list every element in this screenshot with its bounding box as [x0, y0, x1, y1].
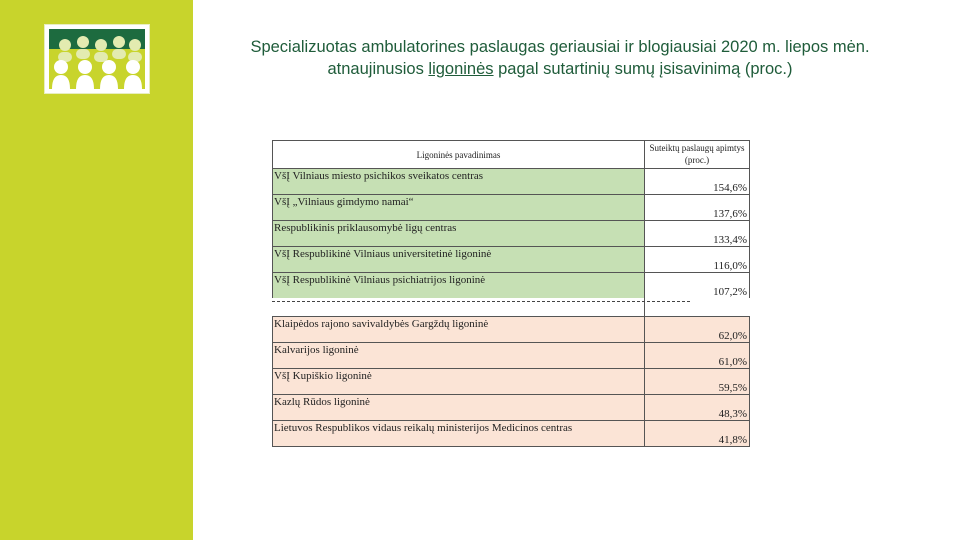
- table-row: [272, 246, 750, 272]
- hospital-table: [272, 140, 750, 447]
- title-text-1: Specializuotas ambulatorines paslaugas geriausiai ir blogiausiai 2020 m. liepos mėn. atnaujinusios: [250, 38, 870, 78]
- hospital-value: 133,4%: [713, 234, 747, 246]
- table-header-row: [272, 140, 750, 168]
- hospital-name: VšĮ Respublikinė Vilniaus psichiatrijos ligoninė: [274, 274, 486, 286]
- header-value-cell: [644, 140, 750, 168]
- hospital-value: 61,0%: [718, 356, 747, 368]
- hospital-value: 62,0%: [718, 330, 747, 342]
- hospital-value: 41,8%: [718, 434, 747, 446]
- title-text-2: pagal sutartinių sumų įsisavinimą (proc.): [493, 60, 793, 78]
- table-row: [272, 272, 750, 298]
- hospital-value: 154,6%: [713, 182, 747, 194]
- table-row: [272, 394, 750, 420]
- table-row: [272, 420, 750, 447]
- separator-row: [272, 298, 750, 316]
- table-row: [272, 342, 750, 368]
- people-group-icon: [45, 25, 149, 93]
- hospital-value: 107,2%: [713, 286, 747, 298]
- hospital-name: Lietuvos Respublikos vidaus reikalų ministerijos Medicinos centras: [274, 422, 573, 434]
- table-row: [272, 316, 750, 342]
- table-row: [272, 220, 750, 246]
- page-title: [222, 36, 898, 80]
- header-name-cell: [272, 140, 644, 168]
- logo: [44, 24, 150, 94]
- hospital-value: 116,0%: [713, 260, 747, 272]
- table-row: [272, 368, 750, 394]
- hospital-name: VšĮ Vilniaus miesto psichikos sveikatos centras: [274, 170, 484, 182]
- hospital-name: Respublikinis priklausomybė ligų centras: [274, 222, 457, 234]
- table-row: [272, 168, 750, 194]
- hospital-name: Kalvarijos ligoninė: [274, 344, 359, 356]
- hospital-value: 137,6%: [713, 208, 747, 220]
- title-underlined-word: ligoninės: [428, 60, 494, 78]
- hospital-name: VšĮ Respublikinė Vilniaus universitetinė ligoninė: [274, 248, 492, 260]
- hospital-name: VšĮ „Vilniaus gimdymo namai“: [274, 196, 414, 208]
- hospital-name: Kazlų Rūdos ligoninė: [274, 396, 370, 408]
- header-value-label: Suteiktų paslaugų apimtys (proc.): [649, 143, 745, 165]
- hospital-value: 59,5%: [718, 382, 747, 394]
- table-row: [272, 194, 750, 220]
- dashed-separator: [272, 301, 690, 303]
- hospital-name: Klaipėdos rajono savivaldybės Gargždų ligoninė: [274, 318, 489, 330]
- sidebar-panel: [0, 0, 193, 540]
- hospital-name: VšĮ Kupiškio ligoninė: [274, 370, 372, 382]
- header-name-label: Ligoninės pavadinimas: [416, 150, 501, 160]
- hospital-value: 48,3%: [718, 408, 747, 420]
